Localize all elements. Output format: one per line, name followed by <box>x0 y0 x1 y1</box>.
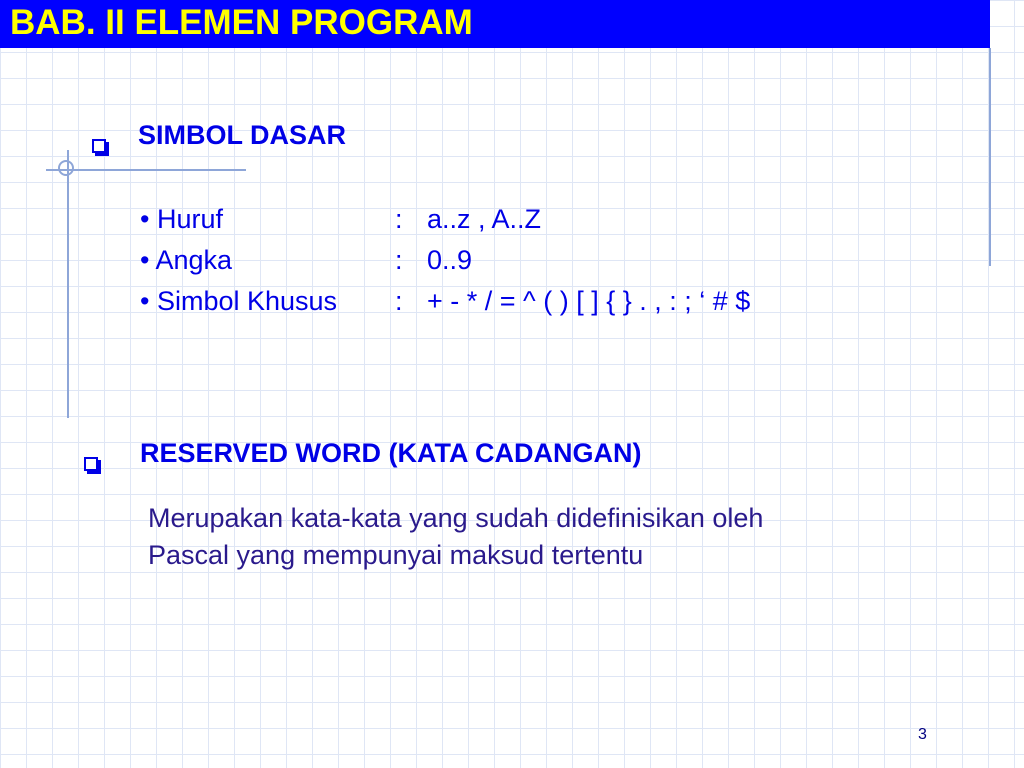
checkbox-bullet-icon <box>92 129 106 160</box>
reserved-word-description <box>148 500 968 574</box>
description-line-1: Merupakan kata-kata yang sudah didefinisikan oleh <box>148 503 764 533</box>
description-line-2: Pascal yang mempunyai maksud tertentu <box>148 540 644 570</box>
slide-title: BAB. II ELEMEN PROGRAM <box>10 3 473 42</box>
section-heading-label: SIMBOL DASAR <box>138 120 347 150</box>
list-item-colon: : <box>395 286 403 316</box>
decorative-vertical-line-left <box>67 150 69 418</box>
list-item-value: 0..9 <box>427 245 473 275</box>
list-item-value: a..z , A..Z <box>427 204 542 234</box>
list-item-value: + - * / = ^ ( ) [ ] { } . , : ; ‘ # $ <box>427 286 751 316</box>
list-item-colon: : <box>395 245 403 275</box>
list-item-label: • Angka <box>140 245 233 275</box>
checkbox-bullet-icon <box>84 447 98 478</box>
decorative-horizontal-line <box>46 169 246 171</box>
list-item-colon: : <box>395 204 403 234</box>
decorative-circle <box>58 160 74 176</box>
list-item-label: • Huruf <box>140 204 223 234</box>
section-heading-label: RESERVED WORD (KATA CADANGAN) <box>140 438 642 468</box>
title-bar <box>0 0 990 48</box>
decorative-vertical-line-right <box>989 48 991 266</box>
list-item-label: • Simbol Khusus <box>140 286 338 316</box>
page-number: 3 <box>918 726 927 743</box>
